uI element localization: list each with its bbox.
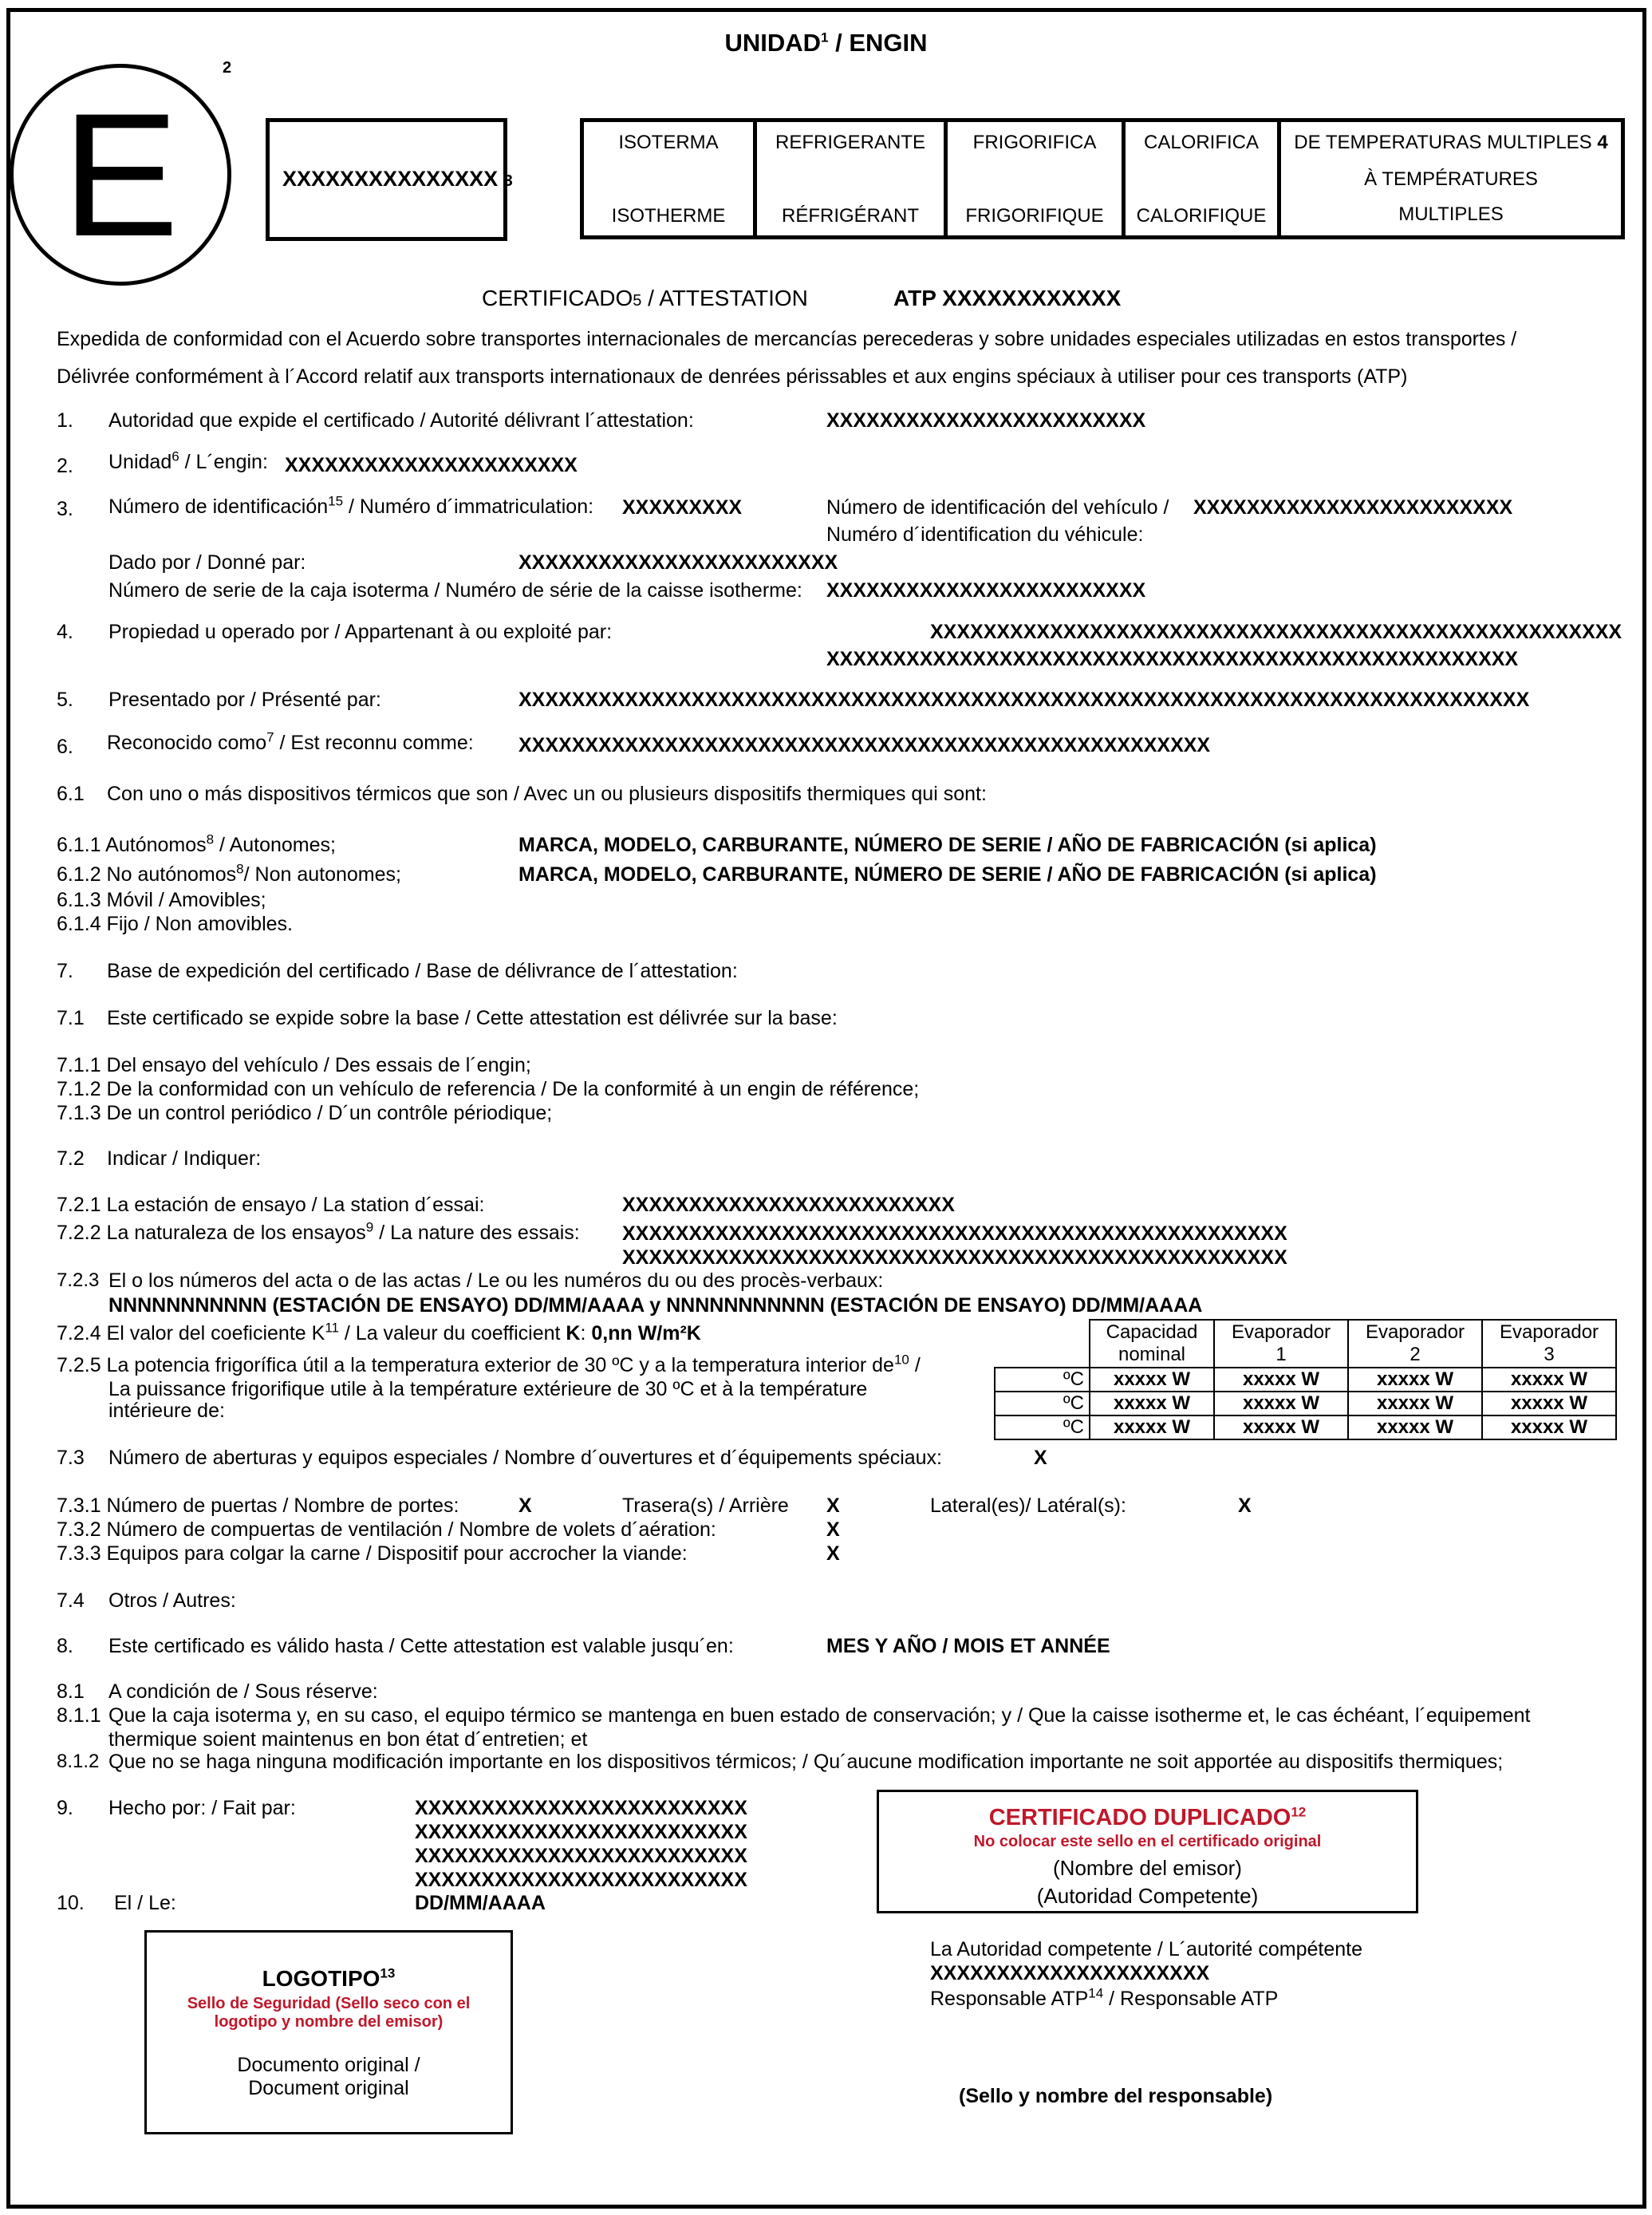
item-8-1-label: A condición de / Sous réserve: bbox=[108, 1680, 378, 1703]
item-7-3-1-side-value: X bbox=[1238, 1494, 1252, 1517]
category-es: REFRIGERANTE bbox=[775, 132, 925, 153]
item-7-3-3-label: 7.3.3 Equipos para colgar la carne / Dispositif pour accrocher la viande: bbox=[57, 1542, 688, 1565]
duplicate-issuer: (Nombre del emisor) bbox=[1053, 1856, 1242, 1880]
certificate-atp-number: ATP XXXXXXXXXXXX bbox=[893, 286, 1122, 310]
item-7-2-3-label: El o los números del acta o de las actas / Le ou les numéros du ou des procès-verbaux: bbox=[108, 1269, 884, 1292]
capacity-table bbox=[994, 1319, 1617, 1440]
item-7-2-1-value: XXXXXXXXXXXXXXXXXXXXXXXXX bbox=[622, 1194, 955, 1216]
item-6-value: XXXXXXXXXXXXXXXXXXXXXXXXXXXXXXXXXXXXXXXXXXXXXXXXXXXX bbox=[518, 734, 1211, 756]
item-6-1-2-value: MARCA, MODELO, CARBURANTE, NÚMERO DE SERIE / AÑO DE FABRICACIÓN (si aplica) bbox=[518, 863, 1377, 886]
item-6-1-2-label: 6.1.2 No autónomos$^8$/ Non autonomes; bbox=[57, 861, 401, 886]
item-3-vehicle-label-fr: Numéro d´identification du véhicule: bbox=[826, 523, 1144, 546]
category-es: FRIGORIFICA bbox=[972, 132, 1097, 153]
category-refrigerant bbox=[753, 118, 948, 239]
table-corner bbox=[995, 1320, 1090, 1368]
item-4-label: Propiedad u operado por / Appartenant à ou exploité par: bbox=[108, 621, 613, 643]
duplicate-authority: (Autoridad Competente) bbox=[1036, 1884, 1259, 1908]
certificate-label: CERTIFICADO5 / ATTESTATION bbox=[482, 286, 808, 310]
duplicate-warning: No colocar este sello en el certificado original bbox=[973, 1833, 1322, 1850]
item-6-1-3-label: 6.1.3 Móvil / Amovibles; bbox=[57, 889, 266, 911]
item-7-2-3-value: NNNNNNNNNNN (ESTACIÓN DE ENSAYO) DD/MM/AAAA y NNNNNNNNNNN (ESTACIÓN DE ENSAYO) DD/MM/AAAA bbox=[108, 1294, 1203, 1317]
item-4-value-line1: XXXXXXXXXXXXXXXXXXXXXXXXXXXXXXXXXXXXXXXXXXXXXXXXXXXX bbox=[930, 621, 1622, 643]
item-7-3-value: X bbox=[1034, 1447, 1047, 1469]
table-cell: xxxxx W bbox=[1348, 1368, 1482, 1392]
category-frigorific bbox=[944, 118, 1126, 239]
item-3-label: Número de identificación$^{15}$ / Numéro d´immatriculation: bbox=[108, 493, 594, 518]
item-3-given-by-value: XXXXXXXXXXXXXXXXXXXXXXXX bbox=[518, 551, 838, 574]
item-8-label: Este certificado es válido hasta / Cette attestation est valable jusqu´en: bbox=[108, 1635, 734, 1657]
item-8-1-1-label-cont: thermique soient maintenus en bon état d´entretien; et bbox=[108, 1728, 588, 1751]
table-cell: xxxxx W bbox=[1214, 1392, 1348, 1415]
item-number: 7.2.3 bbox=[57, 1269, 100, 1291]
item-10-value: DD/MM/AAAA bbox=[415, 1892, 546, 1914]
item-7-2-4-value: 0,nn W/m²K bbox=[591, 1322, 701, 1344]
item-number: 10. bbox=[57, 1892, 85, 1914]
logo-doc-line1: Documento original / bbox=[237, 2054, 420, 2076]
item-1-label: Autoridad que expide el certificado / Autorité délivrant l´attestation: bbox=[108, 409, 694, 432]
item-7-2-5-label: 7.2.5 La potencia frigorífica útil a la temperatura exterior de 30 ºC y a la temperatura interior $de^{10}$ / bbox=[57, 1352, 921, 1376]
item-number: 1. bbox=[57, 409, 73, 432]
item-8-value: MES Y AÑO / MOIS ET ANNÉE bbox=[826, 1635, 1110, 1657]
category-isotherm bbox=[580, 118, 757, 239]
item-number: 8. bbox=[57, 1635, 73, 1657]
item-3-value: XXXXXXXXX bbox=[622, 496, 743, 519]
authority-value: XXXXXXXXXXXXXXXXXXXXX bbox=[930, 1962, 1210, 1984]
item-8-1-2-label: Que no se haga ninguna modificación importante en los dispositivos térmicos; / Qu´aucune modification importante ne soit apportée au dispositifs thermiques; bbox=[108, 1751, 1504, 1773]
item-number: 4. bbox=[57, 621, 73, 643]
item-9-value-line2: XXXXXXXXXXXXXXXXXXXXXXXXX bbox=[415, 1821, 747, 1843]
logo-seal-line2: logotipo y nombre del emisor) bbox=[214, 2013, 444, 2031]
item-7-1-3-label: 7.1.3 De un control periódico / D´un contrôle périodique; bbox=[57, 1102, 553, 1124]
item-7-3-label: Número de aberturas y equipos especiales / Nombre d´ouvertures et d´équipements spéciaux: bbox=[108, 1447, 942, 1469]
item-number: 3. bbox=[57, 498, 73, 520]
item-7-3-1-label: 7.3.1 Número de puertas / Nombre de portes: bbox=[57, 1494, 459, 1517]
unit-number: XXXXXXXXXXXXXXX 3 bbox=[282, 167, 513, 191]
table-cell: xxxxx W bbox=[1348, 1415, 1482, 1439]
category-multi-temperature bbox=[1277, 118, 1625, 239]
item-7-3-3-value: X bbox=[826, 1542, 840, 1565]
responsible-label: Responsable ATP$^{14}$ / Responsable ATP bbox=[930, 1985, 1279, 2010]
item-7-3-2-label: 7.3.2 Número de compuertas de ventilación / Nombre de volets d´aération: bbox=[57, 1518, 716, 1541]
table-cell: xxxxx W bbox=[1482, 1392, 1616, 1415]
item-3-given-by-label: Dado por / Donné par: bbox=[108, 551, 306, 574]
category-es: ISOTERMA bbox=[618, 132, 719, 153]
authority-label: La Autoridad competente / L´autorité compétente bbox=[930, 1938, 1363, 1960]
item-number: 8.1.1 bbox=[57, 1704, 101, 1727]
table-header: Evaporador 1 bbox=[1214, 1320, 1348, 1368]
category-fr: ISOTHERME bbox=[611, 205, 726, 227]
table-header: Evaporador 2 bbox=[1348, 1320, 1482, 1368]
table-row bbox=[995, 1415, 1616, 1439]
item-number: 6.1 bbox=[57, 783, 85, 805]
category-fr-line2: MULTIPLES bbox=[1398, 203, 1504, 225]
category-es: DE TEMPERATURAS MULTIPLES 4 bbox=[1294, 132, 1608, 153]
category-fr-line1: À TEMPÉRATURES bbox=[1364, 168, 1538, 190]
item-7-4-label: Otros / Autres: bbox=[108, 1589, 236, 1612]
item-3-serial-value: XXXXXXXXXXXXXXXXXXXXXXXX bbox=[826, 579, 1146, 602]
logo-doc-line2: Document original bbox=[248, 2077, 409, 2099]
item-7-1-1-label: 7.1.1 Del ensayo del vehículo / Des essais de l´engin; bbox=[57, 1054, 531, 1076]
item-7-2-5-label-fr2: intérieure de: bbox=[108, 1400, 225, 1422]
item-number: 9. bbox=[57, 1797, 73, 1819]
item-7-1-label: Este certificado se expide sobre la base / Cette attestation est délivrée sur la base: bbox=[107, 1007, 838, 1029]
table-row-label: ºC bbox=[995, 1392, 1090, 1415]
unit-number-box bbox=[266, 118, 513, 241]
item-7-2-1-label: 7.2.1 La estación de ensayo / La station d´essai: bbox=[57, 1194, 485, 1216]
item-5-value: XXXXXXXXXXXXXXXXXXXXXXXXXXXXXXXXXXXXXXXXXXXXXXXXXXXXXXXXXXXXXXXXXXXXXXXXXXXX bbox=[518, 689, 1530, 711]
logo-title: LOGOTIPO$^{13}$ bbox=[262, 1965, 396, 1991]
item-7-3-1-side-label: Lateral(es)/ Latéral(s): bbox=[930, 1494, 1126, 1517]
item-3-vehicle-label: Número de identificación del vehículo / bbox=[826, 496, 1169, 519]
item-2-label: Unidad$^6$ / L´engin: bbox=[108, 448, 268, 473]
category-fr: FRIGORIFIQUE bbox=[965, 205, 1104, 227]
responsible-seal-caption: (Sello y nombre del responsable) bbox=[959, 2085, 1273, 2107]
item-3-serial-label: Número de serie de la caja isoterma / Numéro de série de la caisse isotherme: bbox=[108, 579, 802, 602]
table-cell: xxxxx W bbox=[1214, 1415, 1348, 1439]
item-7-2-5-label-fr: La puissance frigorifique utile à la température extérieure de 30 ºC et à la température bbox=[108, 1378, 868, 1400]
table-cell: xxxxx W bbox=[1090, 1368, 1214, 1392]
item-number: 7.2 bbox=[57, 1147, 85, 1170]
table-cell: xxxxx W bbox=[1482, 1368, 1616, 1392]
item-7-3-1-rear-label: Trasera(s) / Arrière bbox=[622, 1494, 789, 1517]
table-row-label: ºC bbox=[995, 1415, 1090, 1439]
category-calorific bbox=[1122, 118, 1281, 239]
item-6-1-label: Con uno o más dispositivos térmicos que son / Avec un ou plusieurs dispositifs thermiques qui sont: bbox=[107, 783, 987, 805]
item-1-value: XXXXXXXXXXXXXXXXXXXXXXXX bbox=[826, 409, 1146, 432]
item-number: 7.1 bbox=[57, 1007, 85, 1029]
item-6-1-4-label: 6.1.4 Fijo / Non amovibles. bbox=[57, 913, 293, 935]
item-6-label: Reconocido como$^7$ / Est reconnu comme: bbox=[107, 729, 474, 754]
table-cell: xxxxx W bbox=[1214, 1368, 1348, 1392]
item-9-value-line3: XXXXXXXXXXXXXXXXXXXXXXXXX bbox=[415, 1845, 747, 1867]
item-7-2-4-label: 7.2.4 El valor del coeficiente $K^{11}$ / La valeur du coefficient K: 0,nn W/m²K bbox=[57, 1320, 701, 1344]
logo-seal-line1: Sello de Seguridad (Sello seco con el bbox=[187, 1995, 471, 2012]
item-7-2-2-value-line2: XXXXXXXXXXXXXXXXXXXXXXXXXXXXXXXXXXXXXXXXXXXXXXXXXX bbox=[622, 1246, 1287, 1269]
table-cell: xxxxx W bbox=[1482, 1415, 1616, 1439]
table-row bbox=[995, 1368, 1616, 1392]
logo-seal-box bbox=[144, 1930, 513, 2134]
table-row bbox=[995, 1392, 1616, 1415]
item-2-value: XXXXXXXXXXXXXXXXXXXXXX bbox=[285, 454, 578, 476]
item-number: 8.1.2 bbox=[57, 1751, 100, 1772]
item-7-label: Base de expedición del certificado / Base de délivrance de l´attestation: bbox=[107, 960, 738, 982]
category-es: CALORIFICA bbox=[1143, 132, 1260, 153]
table-row-label: ºC bbox=[995, 1368, 1090, 1392]
item-number: 2. bbox=[57, 455, 73, 477]
item-7-3-1-rear-value: X bbox=[826, 1494, 840, 1517]
footnote-2: 2 bbox=[223, 59, 232, 77]
item-10-label: El / Le: bbox=[114, 1892, 176, 1914]
intro-es: Expedida de conformidad con el Acuerdo sobre transportes internacionales de mercancías perecederas y sobre unidades especiales utilizadas en estos transportes / bbox=[57, 328, 1517, 350]
table-cell: xxxxx W bbox=[1090, 1392, 1214, 1415]
item-8-1-1-label: Que la caja isoterma y, en su caso, el equipo térmico se mantenga en buen estado de conservación; y / Que la caisse isotherme et, le cas échéant, l´equipement bbox=[108, 1704, 1531, 1727]
item-9-label: Hecho por: / Fait par: bbox=[108, 1797, 296, 1819]
duplicate-stamp bbox=[877, 1790, 1418, 1913]
table-header-row bbox=[995, 1320, 1616, 1368]
item-9-value-line4: XXXXXXXXXXXXXXXXXXXXXXXXX bbox=[415, 1869, 747, 1891]
table-header: Evaporador 3 bbox=[1482, 1320, 1616, 1368]
item-number: 7.3 bbox=[57, 1447, 85, 1469]
item-7-3-2-value: X bbox=[826, 1518, 840, 1541]
item-number: 5. bbox=[57, 689, 73, 711]
item-7-3-1-value: X bbox=[518, 1494, 532, 1517]
item-number: 6. bbox=[57, 736, 73, 758]
item-7-2-label: Indicar / Indiquer: bbox=[107, 1147, 262, 1170]
item-7-2-2-value-line1: XXXXXXXXXXXXXXXXXXXXXXXXXXXXXXXXXXXXXXXXXXXXXXXXXX bbox=[622, 1222, 1287, 1245]
item-number: 7.4 bbox=[57, 1589, 85, 1612]
item-9-value-line1: XXXXXXXXXXXXXXXXXXXXXXXXX bbox=[415, 1797, 747, 1819]
item-3-vehicle-value: XXXXXXXXXXXXXXXXXXXXXXXX bbox=[1193, 496, 1513, 519]
item-number: 7. bbox=[57, 960, 73, 982]
duplicate-title: CERTIFICADO DUPLICADO$^{12}$ bbox=[988, 1804, 1307, 1830]
item-7-1-2-label: 7.1.2 De la conformidad con un vehículo de referencia / De la conformité à un engin de référence; bbox=[57, 1078, 920, 1100]
category-fr: CALORIFIQUE bbox=[1136, 205, 1267, 227]
item-4-value-line2: XXXXXXXXXXXXXXXXXXXXXXXXXXXXXXXXXXXXXXXXXXXXXXXXXXXX bbox=[826, 648, 1519, 670]
country-letter: E bbox=[61, 77, 179, 273]
category-fr: RÉFRIGÉRANT bbox=[781, 205, 919, 227]
table-cell: xxxxx W bbox=[1090, 1415, 1214, 1439]
item-6-1-1-label: 6.1.1 Autónomos$^8$ / Autonomes; bbox=[57, 831, 336, 856]
table-header: Capacidad nominal bbox=[1090, 1320, 1214, 1368]
item-7-2-2-label: 7.2.2 La naturaleza de los ensayos$^9$ / La nature des essais: bbox=[57, 1219, 580, 1244]
intro-fr: Délivrée conformément à l´Accord relatif aux transports internationaux de denrées périssables et aux engins spéciaux à utiliser pour ces transports (ATP) bbox=[57, 365, 1408, 388]
page-title: UNIDAD$^1$ / ENGIN bbox=[724, 29, 928, 57]
item-number: 8.1 bbox=[57, 1680, 85, 1703]
item-6-1-1-value: MARCA, MODELO, CARBURANTE, NÚMERO DE SERIE / AÑO DE FABRICACIÓN (si aplica) bbox=[518, 834, 1377, 856]
table-cell: xxxxx W bbox=[1348, 1392, 1482, 1415]
item-5-label: Presentado por / Présenté par: bbox=[108, 689, 381, 711]
